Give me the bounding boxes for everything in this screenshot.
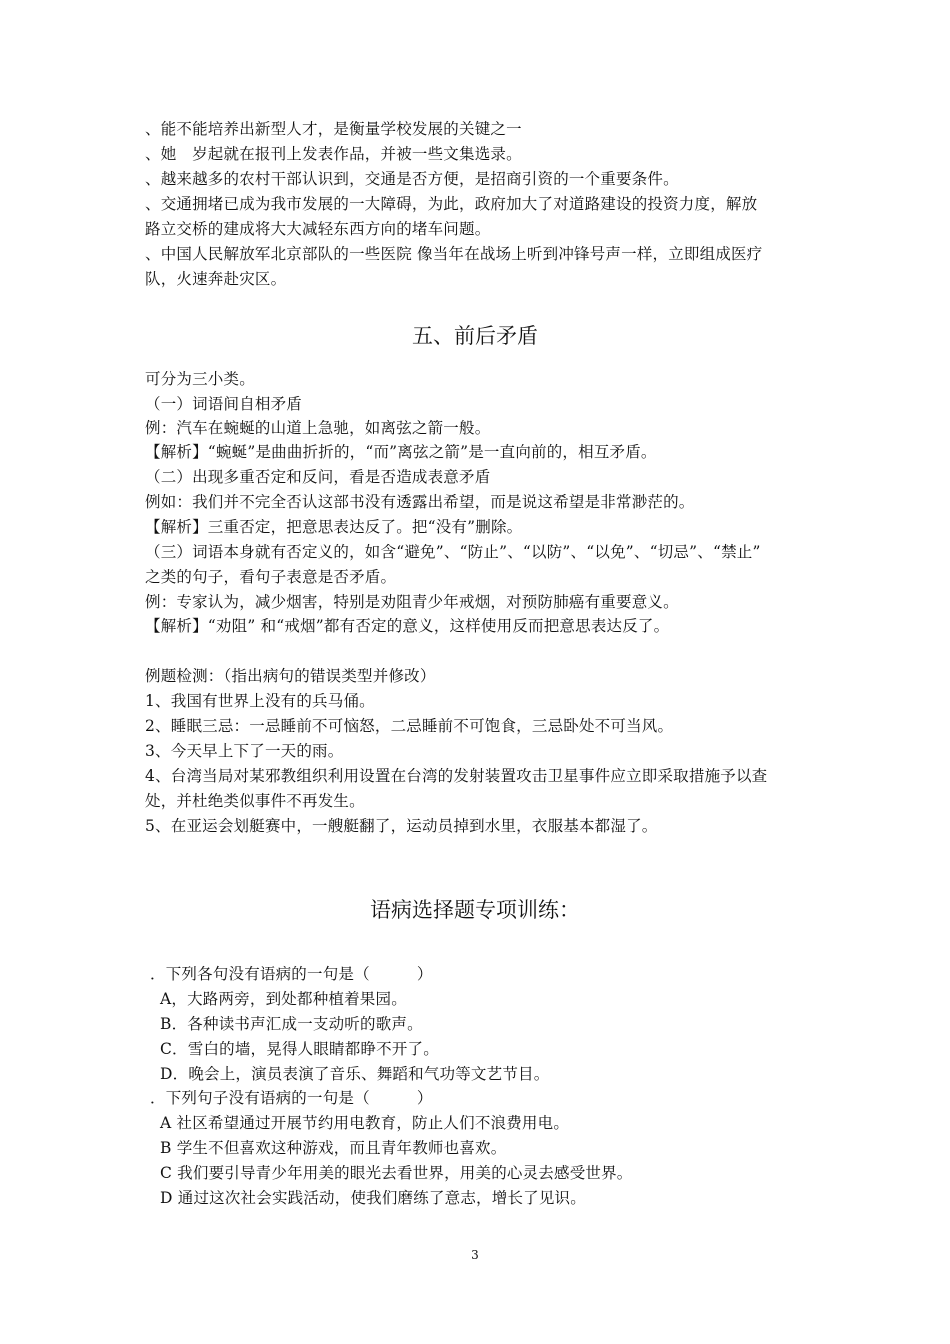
practice-heading: 例题检测：（指出病句的错误类型并修改） <box>145 667 436 685</box>
practice-item: 2、睡眠三忌：一忌睡前不可恼怒，二忌睡前不可饱食，三忌卧处不可当风。 <box>145 717 674 735</box>
section-line: （一）词语间自相矛盾 <box>145 395 303 413</box>
question-option: D．晚会上，演员表演了音乐、舞蹈和气功等文艺节目。 <box>160 1065 550 1083</box>
intro-item: 、她 岁起就在报刊上发表作品，并被一些文集选录。 <box>145 145 522 163</box>
page-number: 3 <box>471 1248 479 1262</box>
practice-item: 5、在亚运会划艇赛中，一艘艇翻了，运动员掉到水里，衣服基本都湿了。 <box>145 817 658 835</box>
question-option: B．各种读书声汇成一支动听的歌声。 <box>160 1015 423 1033</box>
intro-item: 队，火速奔赴灾区。 <box>145 270 287 288</box>
section-line: 之类的句子，看句子表意是否矛盾。 <box>145 568 397 586</box>
intro-item: 、中国人民解放军北京部队的一些医院 像当年在战场上听到冲锋号声一样，立即组成医疗 <box>145 245 763 263</box>
section-line: 【解析】“蜿蜒”是曲曲折折的，“而”离弦之箭”是一直向前的，相互矛盾。 <box>145 443 657 461</box>
question-option: C 我们要引导青少年用美的眼光去看世界，用美的心灵去感受世界。 <box>160 1164 633 1182</box>
question-option: A，大路两旁，到处都种植着果园。 <box>160 990 407 1008</box>
question-stem: ．下列各句没有语病的一句是（ ） <box>150 965 433 983</box>
training-title: 语病选择题专项训练： <box>370 898 580 922</box>
section-line: 例：专家认为，减少烟害，特别是劝阻青少年戒烟，对预防肺癌有重要意义。 <box>145 593 679 611</box>
practice-item: 3、今天早上下了一天的雨。 <box>145 742 344 760</box>
question-stem: ．下列句子没有语病的一句是（ ） <box>150 1089 433 1107</box>
practice-item: 4、台湾当局对某邪教组织利用设置在台湾的发射装置攻击卫星事件应立即采取措施予以查 <box>145 767 768 785</box>
question-option: B 学生不但喜欢这种游戏，而且青年教师也喜欢。 <box>160 1139 507 1157</box>
section-line: 例如：我们并不完全否认这部书没有透露出希望，而是说这希望是非常渺茫的。 <box>145 493 695 511</box>
practice-item: 处，并杜绝类似事件不再发生。 <box>145 792 365 810</box>
section-title: 五、前后矛盾 <box>412 324 538 348</box>
section-line: （二）出现多重否定和反问，看是否造成表意矛盾 <box>145 468 491 486</box>
question-option: A 社区希望通过开展节约用电教育，防止人们不浪费用电。 <box>160 1114 570 1132</box>
intro-item: 路立交桥的建成将大大减轻东西方向的堵车问题。 <box>145 220 491 238</box>
practice-item: 1、我国有世界上没有的兵马俑。 <box>145 692 375 710</box>
section-line: 可分为三小类。 <box>145 370 255 388</box>
section-line: （三）词语本身就有否定义的，如含“避免”、“防止”、“以防”、“以免”、“切忌”、“禁止” <box>145 543 761 561</box>
question-option: D 通过这次社会实践活动，使我们磨练了意志，增长了见识。 <box>160 1189 586 1207</box>
intro-item: 、交通拥堵已成为我市发展的一大障碍，为此，政府加大了对道路建设的投资力度，解放 <box>145 195 758 213</box>
section-line: 例：汽车在蜿蜒的山道上急驰，如离弦之箭一般。 <box>145 419 491 437</box>
section-line: 【解析】三重否定，把意思表达反了。把“没有”删除。 <box>145 518 523 536</box>
question-option: C．雪白的墙，晃得人眼睛都睁不开了。 <box>160 1040 439 1058</box>
intro-item: 、越来越多的农村干部认识到，交通是否方便，是招商引资的一个重要条件。 <box>145 170 679 188</box>
section-line: 【解析】“劝阻” 和“戒烟”都有否定的意义，这样使用反而把意思表达反了。 <box>145 617 670 635</box>
intro-item: 、能不能培养出新型人才，是衡量学校发展的关键之一 <box>145 120 522 138</box>
